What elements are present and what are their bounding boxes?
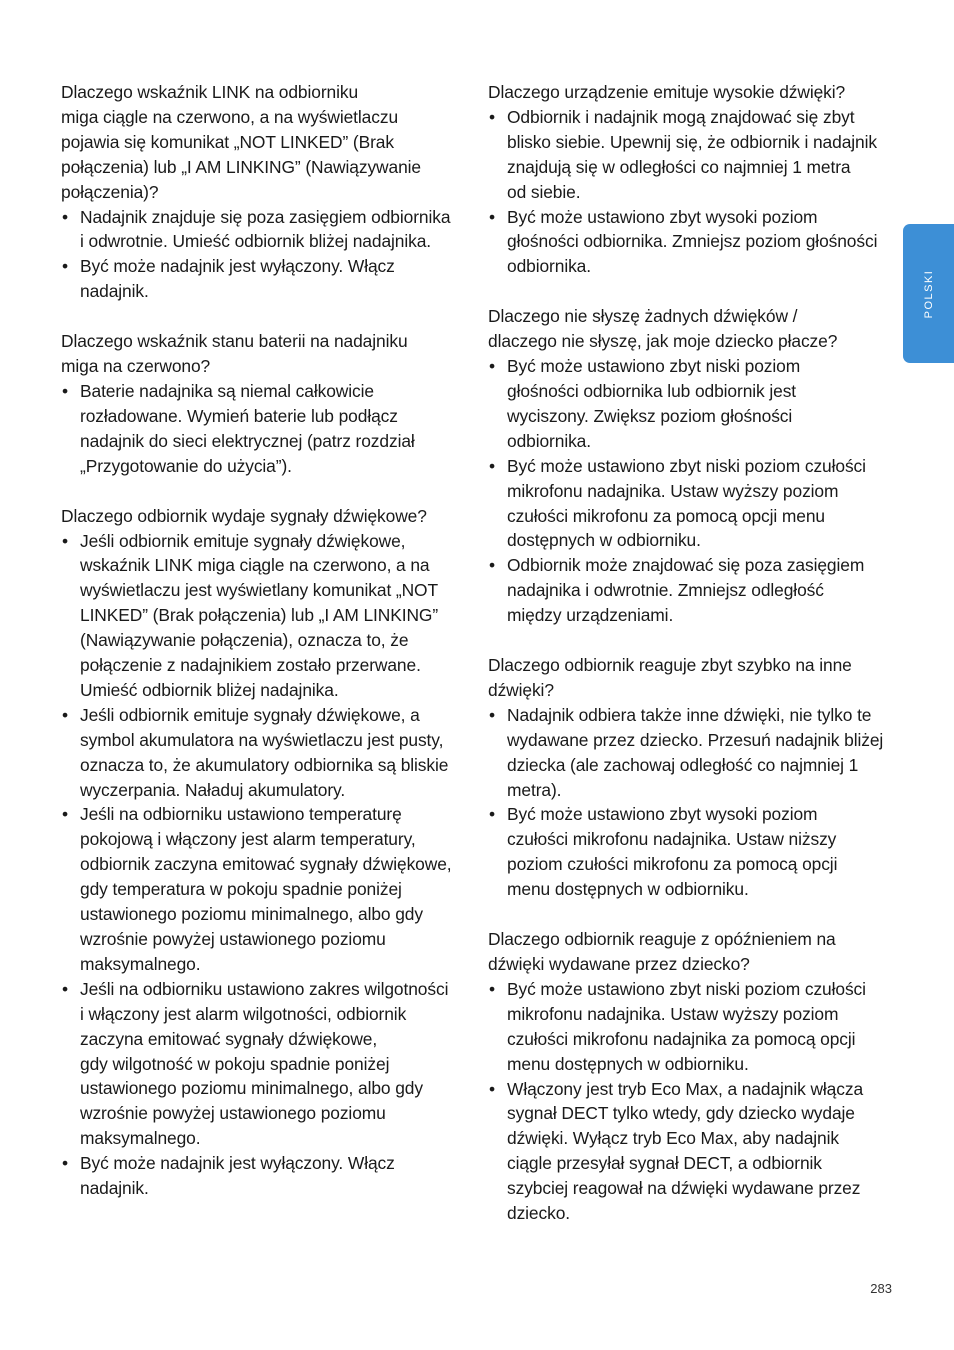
faq-answer: • Być może ustawiono zbyt niski poziom czułości mikrofonu nadajnika. Ustaw wyższy poziom czułości mikrofonu za pomocą opcji menu dostępnych w odbiorniku. bbox=[488, 454, 896, 554]
faq-answer: • Baterie nadajnika są niemal całkowicie rozładowane. Wymień baterie lub podłącz nadajnik do sieci elektrycznej (patrz rozdział „Przygotowanie do użycia”). bbox=[61, 379, 471, 479]
faq-answer: • Odbiornik może znajdować się poza zasięgiem nadajnika i odwrotnie. Zmniejsz odległość między urządzeniami. bbox=[488, 553, 896, 628]
right-column bbox=[488, 80, 896, 1251]
faq-question: Dlaczego odbiornik reaguje z opóźnieniem na dźwięki wydawane przez dziecko? bbox=[488, 929, 836, 974]
faq-answer: • Jeśli na odbiorniku ustawiono temperaturę pokojową i włączony jest alarm temperatury, odbiornik zaczyna emitować sygnały dźwiękowe, gdy temperatura w pokoju spadnie poniżej ustawionego poziomu minimalnego, albo gdy wzrośnie powyżej ustawionego poziomu maksymalnego. bbox=[61, 802, 471, 976]
left-column bbox=[61, 80, 471, 1226]
language-tab bbox=[903, 224, 954, 363]
faq-answer: • Być może ustawiono zbyt wysoki poziom czułości mikrofonu nadajnika. Ustaw niższy poziom czułości mikrofonu za pomocą opcji menu dostępnych w odbiorniku. bbox=[488, 802, 896, 902]
faq-answer: • Być może ustawiono zbyt niski poziom głośności odbiornika lub odbiornik jest wyciszony. Zwiększ poziom głośności odbiornika. bbox=[488, 354, 896, 454]
faq-answer: • Odbiornik i nadajnik mogą znajdować się zbyt blisko siebie. Upewnij się, że odbiornik i nadajnik znajdują się w odległości co najmniej 1 metra od siebie. bbox=[488, 105, 896, 205]
faq-section bbox=[488, 927, 896, 1226]
faq-section bbox=[488, 80, 896, 279]
faq-answer: • Być może ustawiono zbyt wysoki poziom głośności odbiornika. Zmniejsz poziom głośności odbiornika. bbox=[488, 205, 896, 280]
faq-question: Dlaczego wskaźnik LINK na odbiorniku miga ciągle na czerwono, a na wyświetlaczu pojawia się komunikat „NOT LINKED” (Brak połączenia) lub „I AM LINKING” (Nawiązywanie połączenia)? bbox=[61, 82, 421, 202]
faq-answer-list bbox=[488, 703, 896, 902]
faq-answer-list bbox=[61, 379, 471, 479]
faq-answer: • Być może ustawiono zbyt niski poziom czułości mikrofonu nadajnika. Ustaw wyższy poziom czułości mikrofonu nadajnika za pomocą opcji menu dostępnych w odbiorniku. bbox=[488, 977, 896, 1077]
faq-answer: • Włączony jest tryb Eco Max, a nadajnik włącza sygnał DECT tylko wtedy, gdy dziecko wydaje dźwięki. Wyłącz tryb Eco Max, aby nadajnik ciągle przesyłał sygnał DECT, a odbiornik szybciej reagował na dźwięki wydawane przez dziecko. bbox=[488, 1077, 896, 1226]
faq-answer-list bbox=[488, 977, 896, 1226]
faq-answer: • Jeśli na odbiorniku ustawiono zakres wilgotności i włączony jest alarm wilgotności, odbiornik zaczyna emitować sygnały dźwiękowe, gdy wilgotność w pokoju spadnie poniżej ustawionego poziomu minimalnego, albo gdy wzrośnie powyżej ustawionego poziomu maksymalnego. bbox=[61, 977, 471, 1151]
faq-section bbox=[61, 329, 471, 478]
faq-answer: • Nadajnik odbiera także inne dźwięki, nie tylko te wydawane przez dziecko. Przesuń nadajnik bliżej dziecka (ale zachowaj odległość co najmniej 1 metra). bbox=[488, 703, 896, 803]
faq-section bbox=[61, 80, 471, 304]
faq-section bbox=[488, 304, 896, 628]
faq-question: Dlaczego nie słyszę żadnych dźwięków / dlaczego nie słyszę, jak moje dziecko płacze? bbox=[488, 306, 838, 352]
faq-answer: • Jeśli odbiornik emituje sygnały dźwiękowe, a symbol akumulatora na wyświetlaczu jest pusty, oznacza to, że akumulatory odbiornika są bliskie wyczerpania. Naładuj akumulatory. bbox=[61, 703, 471, 803]
faq-answer: • Być może nadajnik jest wyłączony. Włącz nadajnik. bbox=[61, 1151, 471, 1201]
faq-answer-list bbox=[488, 105, 896, 279]
faq-question: Dlaczego odbiornik wydaje sygnały dźwiękowe? bbox=[61, 505, 427, 526]
faq-question: Dlaczego urządzenie emituje wysokie dźwięki? bbox=[488, 82, 846, 102]
language-tab-label: POLSKI bbox=[922, 269, 935, 318]
faq-answer: • Nadajnik znajduje się poza zasięgiem odbiornika i odwrotnie. Umieść odbiornik bliżej nadajnika. bbox=[61, 205, 471, 255]
faq-answer-list bbox=[61, 529, 471, 1201]
page-number: 283 bbox=[870, 1281, 892, 1296]
faq-answer: • Jeśli odbiornik emituje sygnały dźwiękowe, wskaźnik LINK miga ciągle na czerwono, a na wyświetlaczu jest wyświetlany komunikat „NOT LINKED” (Brak połączenia) lub „I AM LINKING” (Nawiązywanie połączenia), oznacza to, że połączenie z nadajnikiem zostało przerwane. Umieść odbiornik bliżej nadajnika. bbox=[61, 529, 471, 703]
faq-question: Dlaczego odbiornik reaguje zbyt szybko na inne dźwięki? bbox=[488, 655, 852, 700]
faq-answer-list bbox=[61, 205, 471, 305]
faq-section bbox=[488, 653, 896, 902]
faq-section bbox=[61, 504, 471, 1201]
faq-answer: • Być może nadajnik jest wyłączony. Włącz nadajnik. bbox=[61, 254, 471, 304]
faq-answer-list bbox=[488, 354, 896, 628]
faq-question: Dlaczego wskaźnik stanu baterii na nadajniku miga na czerwono? bbox=[61, 331, 408, 377]
